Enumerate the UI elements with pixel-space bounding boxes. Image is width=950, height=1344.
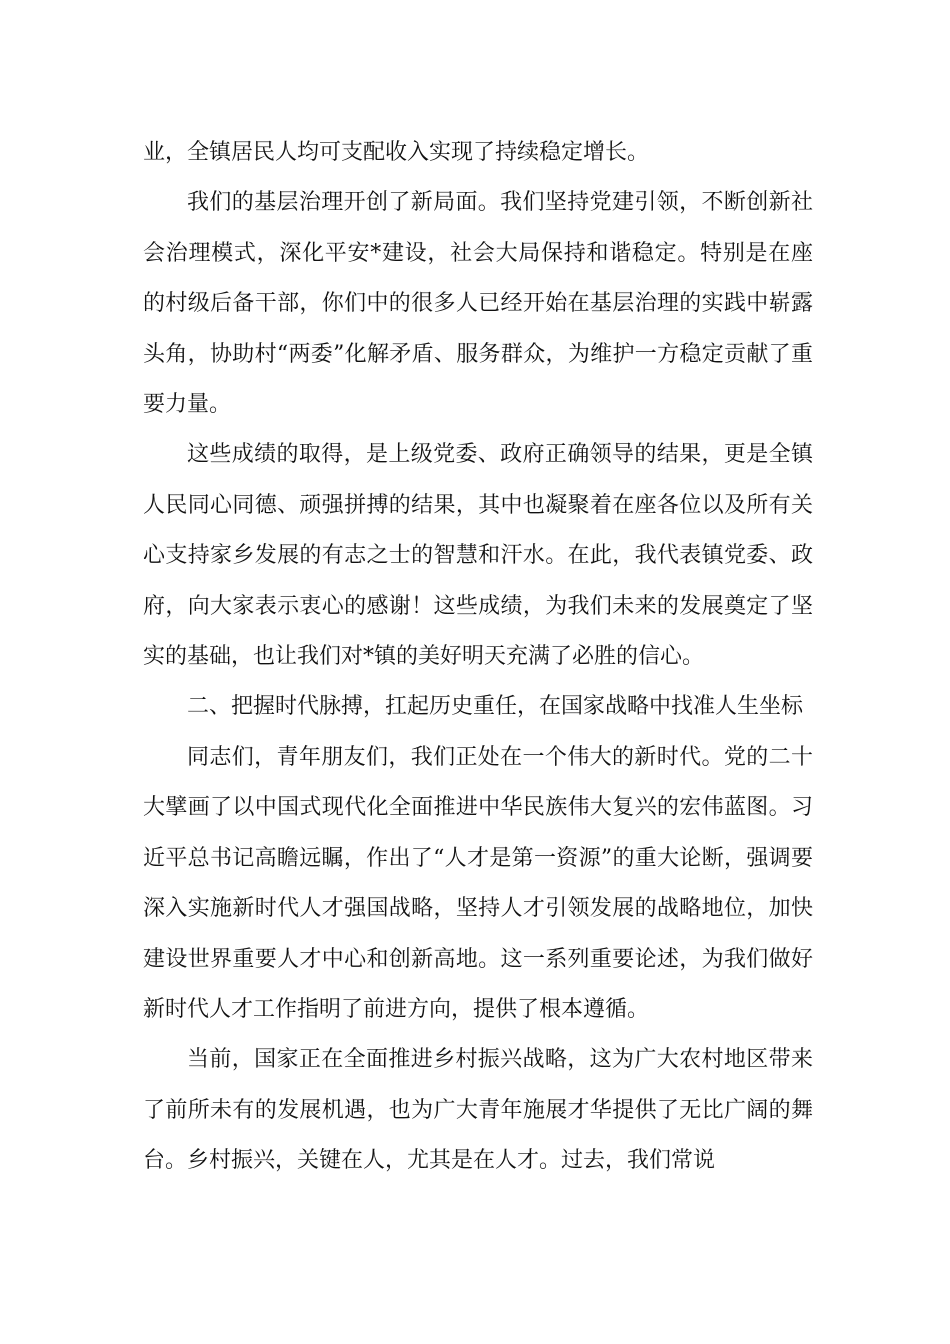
section-heading-two: 二、把握时代脉搏，扛起历史重任，在国家战略中找准人生坐标 xyxy=(187,694,804,720)
document-body xyxy=(143,128,813,1187)
paragraph-achievements: 这些成绩的取得，是上级党委、政府正确领导的结果，更是全镇人民同心同德、顽强拼搏的结果，其中也凝聚着在座各位以及所有关心支持家乡发展的有志之士的智慧和汗水。在此，我代表镇党委、政府，向大家表示衷心的感谢！这些成绩，为我们未来的发展奠定了坚实的基础，也让我们对*镇的美好明天充满了必胜的信心。 xyxy=(143,442,813,670)
paragraph-continuation: 业，全镇居民人均可支配收入实现了持续稳定增长。 xyxy=(143,140,650,165)
paragraph-grassroots-governance: 我们的基层治理开创了新局面。我们坚持党建引领，不断创新社会治理模式，深化平安*建设，社会大局保持和谐稳定。特别是在座的村级后备干部，你们中的很多人已经开始在基层治理的实践中崭露头角，协助村“两委”化解矛盾、服务群众，为维护一方稳定贡献了重要力量。 xyxy=(143,190,813,418)
paragraph-new-era: 同志们，青年朋友们，我们正处在一个伟大的新时代。党的二十大擘画了以中国式现代化全面推进中华民族伟大复兴的宏伟蓝图。习近平总书记高瞻远瞩，作出了“人才是第一资源”的重大论断，强调要深入实施新时代人才强国战略，坚持人才引领发展的战略地位，加快建设世界重要人才中心和创新高地。这一系列重要论述，为我们做好新时代人才工作指明了前进方向，提供了根本遵循。 xyxy=(143,744,813,1022)
paragraph-rural-revitalization: 当前，国家正在全面推进乡村振兴战略，这为广大农村地区带来了前所未有的发展机遇，也为广大青年施展才华提供了无比广阔的舞台。乡村振兴，关键在人，尤其是在人才。过去，我们常说 xyxy=(143,1047,813,1174)
